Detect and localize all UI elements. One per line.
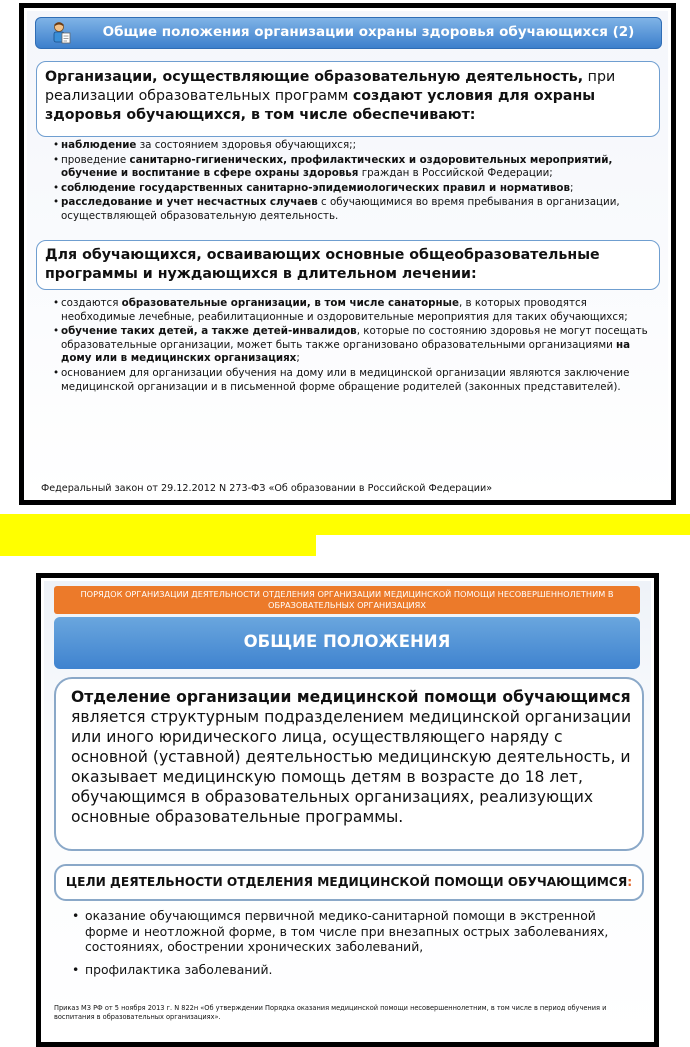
slide2-definition-text (71, 687, 636, 827)
item-bold: соблюдение государственных санитарно-эпидемиологических правил и нормативов (61, 181, 571, 194)
item-bold: образовательные организации, в том числе санаторные (121, 297, 459, 309)
item-text: за состоянием здоровья обучающихся;; (136, 139, 357, 151)
definition-bold: Отделение организации медицинской помощи обучающимся (71, 688, 631, 706)
slide2-footer-source: Приказ МЗ РФ от 5 ноября 2013 г. N 822н «Об утверждении Порядка оказания медицинской помощи несовершеннолетним, в том числе в период обучения и воспитания в образовательных организациях». (54, 1004, 607, 1021)
item-bold: наблюдение (61, 139, 137, 151)
intro-bold-start: Организации, осуществляющие образовательную деятельность, (45, 69, 584, 85)
slide2-background (44, 581, 651, 1039)
item-text: ; (570, 181, 574, 194)
definition-normal: является структурным подразделением медицинской организации или иного юридического лица, осуществляющего наряду с основной (уставной) деятельностью медицинскую деятельность, и оказывает медицинскую помощь детям в возрасте до 18 лет, обучающимся в образовательных организациях, реализующих основные образовательные программы. (71, 708, 632, 826)
slide2-goals-title (56, 875, 642, 889)
list-item (53, 154, 653, 181)
slide1-intro-text (45, 68, 653, 125)
intro-normal: при реализации образовательных программ (45, 69, 616, 104)
item-bold: обучение таких детей, а также детей-инвалидов (61, 325, 357, 338)
goals-colon: : (627, 875, 633, 889)
item-text: основанием для организации обучения на дому или в медицинской организации являются заключение медицинской организации и в письменной форме обращение родителей (законных представителей). (61, 366, 630, 393)
item-text: с обучающимися во время пребывания в организации, осуществляющей образовательную деятельность. (61, 196, 620, 222)
slide2-title: ОБЩИЕ ПОЛОЖЕНИЯ (243, 632, 451, 651)
item-bold: санитарно-гигиенических, профилактических и оздоровительных мероприятий, обучение и воспитание в сфере охраны здоровья (61, 153, 613, 180)
slide1-long-treatment-list (53, 297, 653, 395)
list-item (53, 139, 653, 153)
slide2-goals-box (54, 864, 644, 901)
item-text: , в которых проводятся необходимые лечебные, реабилитационные и оздоровительные мероприятия для таких обучающихся; (61, 297, 628, 323)
slide1-long-treatment-box (36, 240, 660, 290)
list-item: • профилактика заболеваний. (72, 962, 632, 978)
item-text: проведение (61, 153, 130, 166)
item-bold: на дому или в медицинских организациях (61, 338, 631, 365)
slide2-goals-list (72, 908, 632, 984)
slide1-long-treatment-text: Для обучающихся, осваивающих основные общеобразовательные программы и нуждающихся в длительном лечении: (45, 247, 600, 282)
list-item (53, 297, 653, 324)
list-item (53, 325, 653, 366)
slide1-obligations-list (53, 139, 653, 225)
item-text: ; (296, 352, 300, 365)
slide2-title-bar (54, 617, 640, 669)
highlight-bar (0, 514, 690, 535)
intro-bold-end: создают условия для охраны здоровья обучающихся, в том числе обеспечивают: (45, 88, 596, 123)
item-text: , которые по состоянию здоровья не могут посещать образовательные организации, может быть также организовано образовательными организациями (61, 325, 648, 351)
list-item (53, 182, 653, 196)
item-text: граждан в Российской Федерации; (358, 167, 553, 180)
item-bold: расследование и учет несчастных случаев (61, 196, 318, 209)
highlight-bar (0, 535, 316, 556)
slide-general-provisions-health (19, 3, 676, 505)
slide1-intro-box (36, 61, 660, 137)
item-text: создаются (61, 297, 122, 309)
list-item (53, 367, 653, 394)
slide1-background (27, 11, 668, 497)
slide2-orange-header: ПОРЯДОК ОРГАНИЗАЦИИ ДЕЯТЕЛЬНОСТИ ОТДЕЛЕНИЯ ОРГАНИЗАЦИИ МЕДИЦИНСКОЙ ПОМОЩИ НЕСОВЕРШЕННОЛЕТНИМ В ОБРАЗОВАТЕЛЬНЫХ ОРГАНИЗАЦИЯХ (54, 586, 640, 614)
slide-medical-department (36, 573, 659, 1047)
list-item (53, 196, 653, 223)
slide1-header-bar (35, 17, 662, 49)
slide1-footer-source: Федеральный закон от 29.12.2012 N 273-ФЗ «Об образовании в Российской Федерации» (41, 483, 493, 494)
slide1-title: Общие положения организации охраны здоровья обучающихся (2) (102, 24, 635, 40)
list-item: • оказание обучающимся первичной медико-санитарной помощи в экстренной форме и неотложной форме, в том числе при внезапных острых заболеваниях, состояниях, обострении хронических заболеваний, (72, 908, 632, 955)
goals-title-text: ЦЕЛИ ДЕЯТЕЛЬНОСТИ ОТДЕЛЕНИЯ МЕДИЦИНСКОЙ ПОМОЩИ ОБУЧАЮЩИМСЯ (65, 875, 628, 889)
slide2-definition-box (54, 677, 644, 851)
